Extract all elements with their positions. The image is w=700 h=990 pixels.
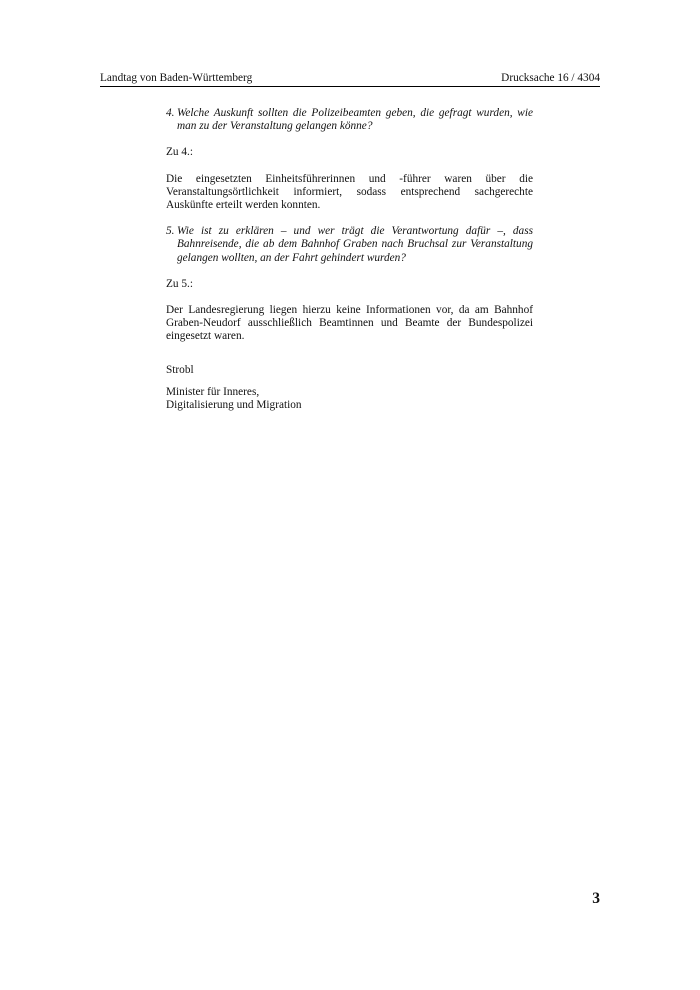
signer-title bbox=[166, 386, 533, 412]
page-number: 3 bbox=[592, 890, 600, 907]
question-5 bbox=[166, 225, 533, 265]
question-4-number: 4. bbox=[166, 107, 175, 119]
question-4 bbox=[166, 107, 533, 133]
signer-title-line-2: Digitalisierung und Migration bbox=[166, 399, 302, 412]
question-4-text: Welche Auskunft sollten die Polizeibeamten geben, die gefragt wurden, wie man zu der Veranstaltung gelangen könne? bbox=[177, 107, 533, 133]
question-5-text: Wie ist zu erklären – und wer trägt die Verantwortung dafür –, dass Bahnreisende, die ab dem Bahnhof Graben nach Bruchsal zur Veranstaltung gelangen wollten, an der Fahrt gehindert wurden? bbox=[177, 225, 533, 264]
signer-title-line-1: Minister für Inneres, bbox=[166, 385, 260, 398]
document-body bbox=[166, 107, 533, 412]
document-number: Drucksache 16 / 4304 bbox=[501, 72, 600, 84]
signer-name: Strobl bbox=[166, 363, 194, 376]
question-5-number: 5. bbox=[166, 225, 175, 238]
answer-4-label: Zu 4.: bbox=[166, 146, 193, 159]
answer-5-text: Der Landesregierung liegen hierzu keine Informationen vor, da am Bahnhof Graben-Neudorf ausschließlich Beamtinnen und Beamte der Bundespolizei eingesetzt waren. bbox=[166, 304, 533, 343]
parliament-name: Landtag von Baden-Württemberg bbox=[100, 72, 253, 84]
answer-5-label: Zu 5.: bbox=[166, 277, 193, 290]
answer-4-text: Die eingesetzten Einheitsführerinnen und -führer waren über die Veranstaltungsörtlichkeit informiert, sodass entsprechend sachgerechte Auskünfte erteilt werden konnten. bbox=[166, 172, 533, 212]
page-header bbox=[100, 71, 600, 87]
